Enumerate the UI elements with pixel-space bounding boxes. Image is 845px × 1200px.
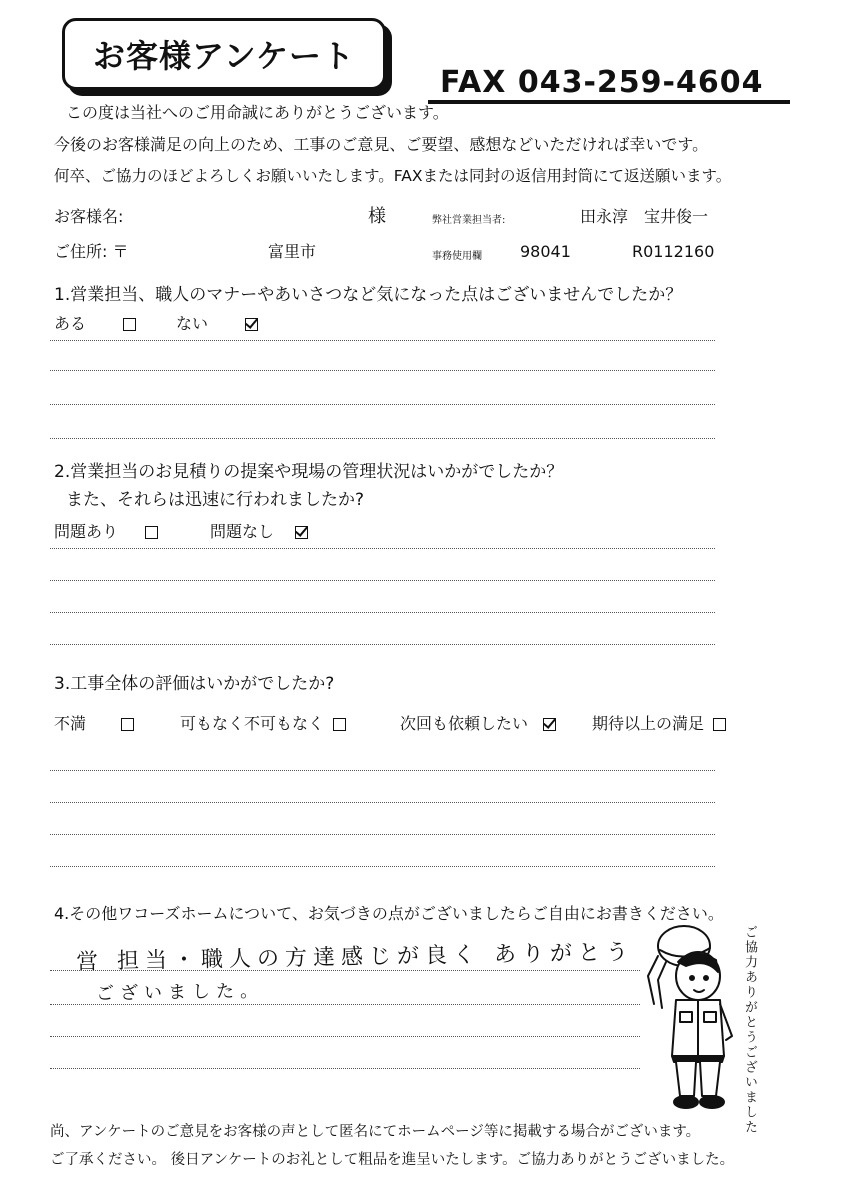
answer-line bbox=[50, 834, 715, 835]
answer-line bbox=[50, 1004, 640, 1005]
q3-option-3-label: 次回も依頼したい bbox=[400, 714, 529, 733]
q1-option-yes[interactable] bbox=[54, 314, 136, 334]
office-code-1: 98041 bbox=[520, 242, 571, 261]
q3-option-4[interactable] bbox=[592, 714, 726, 734]
answer-line bbox=[50, 1036, 640, 1037]
q3-option-1-label: 不満 bbox=[54, 714, 87, 733]
answer-line bbox=[50, 802, 715, 803]
side-thanks-text: ご協力ありがとうございました bbox=[742, 925, 757, 1135]
q2-question-2: また、それらは迅速に行われましたか? bbox=[66, 490, 365, 510]
checked-checkbox-icon[interactable] bbox=[543, 718, 556, 731]
q1-option-no[interactable] bbox=[176, 314, 258, 334]
address-label: ご住所: 〒 bbox=[54, 242, 129, 261]
staff-names: 田永淳 宝井俊一 bbox=[580, 207, 709, 226]
checked-checkbox-icon[interactable] bbox=[295, 526, 308, 539]
fax-number: FAX 043-259-4604 bbox=[428, 66, 790, 104]
address-city: 富里市 bbox=[268, 242, 317, 261]
checkbox-icon[interactable] bbox=[713, 718, 726, 731]
office-use-label: 事務使用欄 bbox=[432, 251, 482, 262]
answer-line bbox=[50, 548, 715, 549]
q2-option-noproblem-label: 問題なし bbox=[210, 522, 275, 541]
q2-question: 2.営業担当のお見積りの提案や現場の管理状況はいかがでしたか？ bbox=[54, 462, 564, 482]
answer-line bbox=[50, 970, 640, 971]
answer-line bbox=[50, 866, 715, 867]
intro-line-1: この度は当社へのご用命誠にありがとうございます。 bbox=[66, 103, 449, 122]
answer-line bbox=[50, 438, 715, 439]
answer-line bbox=[50, 404, 715, 405]
checked-checkbox-icon[interactable] bbox=[245, 318, 258, 331]
q1-question: 1.営業担当、職人のマナーやあいさつなど気になった点はございませんでしたか？ bbox=[54, 285, 683, 305]
q2-option-noproblem[interactable] bbox=[210, 522, 308, 542]
q3-option-2[interactable] bbox=[180, 714, 346, 734]
office-code-2: R0112160 bbox=[632, 242, 715, 261]
checkbox-icon[interactable] bbox=[333, 718, 346, 731]
answer-line bbox=[50, 612, 715, 613]
survey-title: お客様アンケート bbox=[62, 18, 386, 90]
checkbox-icon[interactable] bbox=[121, 718, 134, 731]
answer-line bbox=[50, 644, 715, 645]
staff-label: 弊社営業担当者: bbox=[432, 215, 506, 226]
answer-line bbox=[50, 1068, 640, 1069]
answer-line bbox=[50, 580, 715, 581]
intro-line-2: 今後のお客様満足の向上のため、工事のご意見、ご要望、感想などいただければ幸いです。 bbox=[54, 135, 709, 154]
q1-option-yes-label: ある bbox=[54, 314, 87, 333]
answer-line bbox=[50, 370, 715, 371]
q2-option-problem-label: 問題あり bbox=[54, 522, 119, 541]
q3-question: 3.工事全体の評価はいかがでしたか? bbox=[54, 674, 335, 694]
worker-mascot-illustration bbox=[636, 916, 746, 1114]
footer-line-2: ご了承ください。 後日アンケートのお礼として粗品を進呈いたします。ご協力ありがとうございました。 bbox=[50, 1152, 735, 1168]
checkbox-icon[interactable] bbox=[145, 526, 158, 539]
q2-option-problem[interactable] bbox=[54, 522, 158, 542]
honorific: 様 bbox=[368, 206, 386, 227]
q4-handwritten-answer-2: ございました。 bbox=[95, 980, 265, 1005]
q3-option-3[interactable] bbox=[400, 714, 556, 734]
q3-option-1[interactable] bbox=[54, 714, 134, 734]
footer-line-1: 尚、アンケートのご意見をお客様の声として匿名にてホームページ等に掲載する場合がございます。 bbox=[50, 1124, 701, 1140]
answer-line bbox=[50, 770, 715, 771]
answer-line bbox=[50, 340, 715, 341]
q4-question: 4.その他ワコーズホームについて、お気づきの点がございましたらご自由にお書きください。 bbox=[54, 904, 724, 923]
intro-line-3: 何卒、ご協力のほどよろしくお願いいたします。FAXまたは同封の返信用封筒にて返送願います。 bbox=[54, 167, 732, 185]
customer-name-label: お客様名: bbox=[54, 207, 124, 226]
q3-option-2-label: 可もなく不可もなく bbox=[180, 714, 325, 733]
q1-option-no-label: ない bbox=[176, 314, 209, 333]
q3-option-4-label: 期待以上の満足 bbox=[592, 714, 705, 733]
checkbox-icon[interactable] bbox=[123, 318, 136, 331]
q4-handwritten-answer-1: 営 担当・職人の方達感じが良く ありがとう bbox=[75, 940, 635, 975]
